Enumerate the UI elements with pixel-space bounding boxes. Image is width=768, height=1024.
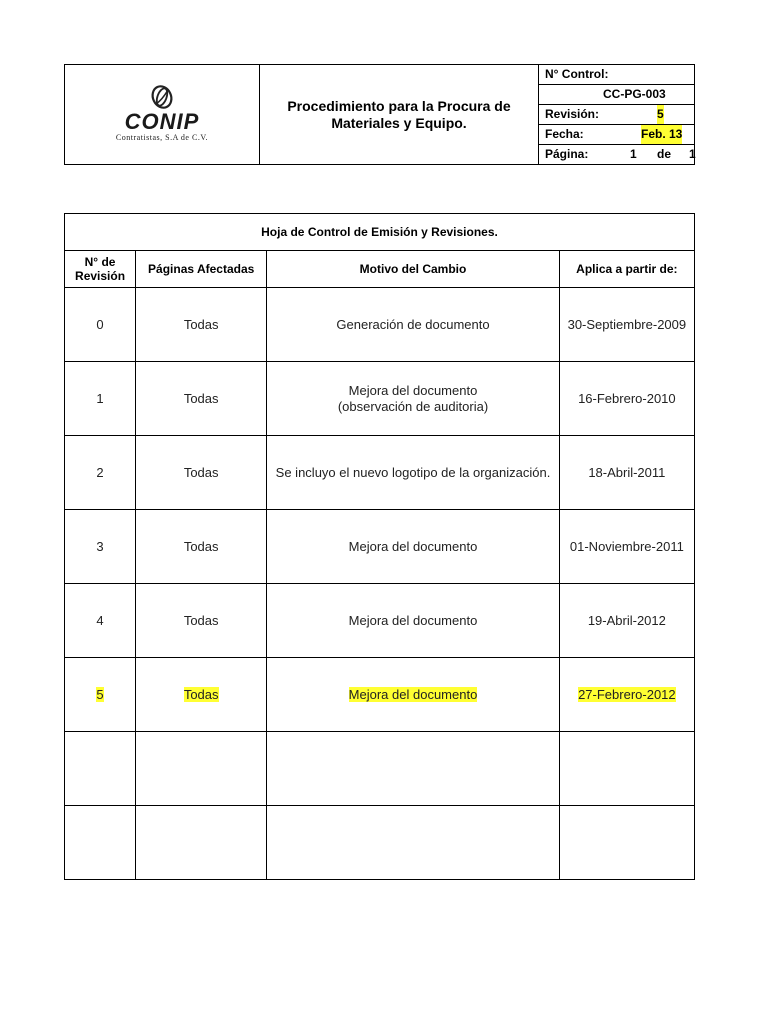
control-number-label: N° Control:	[545, 67, 609, 81]
page-row	[539, 145, 694, 164]
date-row	[539, 125, 694, 145]
pages-affected: Todas	[183, 464, 219, 480]
page-of: de	[657, 147, 672, 161]
column-header-revision-no-line2: Revisión	[75, 269, 126, 283]
table-row	[65, 510, 695, 584]
change-reason: Mejora del documento	[348, 538, 478, 554]
empty-cell	[267, 732, 559, 806]
page-total: 1	[689, 147, 696, 161]
control-number-value: CC-PG-003	[603, 87, 666, 101]
pages-affected: Todas	[183, 390, 219, 406]
logo-swirl-icon	[150, 84, 174, 110]
column-header-pages: Páginas Afectadas	[136, 251, 267, 288]
table-caption: Hoja de Control de Emisión y Revisiones.	[65, 214, 695, 251]
empty-cell	[136, 732, 267, 806]
effective-date: 16-Febrero-2010	[578, 390, 676, 406]
table-row-empty	[65, 732, 695, 806]
revision-number: 1	[96, 390, 104, 406]
control-number-value-row	[539, 85, 694, 105]
logo-cell	[65, 65, 260, 165]
change-reason: Mejora del documento	[348, 382, 478, 398]
revision-number: 4	[96, 612, 104, 628]
effective-date: 27-Febrero-2012	[578, 686, 676, 702]
revision-number: 0	[96, 316, 104, 332]
column-header-date: Aplica a partir de:	[559, 251, 694, 288]
company-logo	[116, 84, 208, 143]
page-number: 1	[630, 147, 637, 161]
logo-subtitle: Contratistas, S.A de C.V.	[115, 133, 209, 142]
empty-cell	[65, 806, 136, 880]
pages-affected: Todas	[183, 612, 219, 628]
pages-affected: Todas	[183, 316, 219, 332]
date-value: Feb. 13	[641, 125, 682, 144]
effective-date: 18-Abril-2011	[588, 464, 666, 480]
table-row	[65, 288, 695, 362]
empty-cell	[267, 806, 559, 880]
control-number-row	[539, 65, 694, 85]
change-reason: Mejora del documento	[348, 686, 478, 702]
logo-wordmark: CONIP	[124, 109, 200, 134]
revision-row	[539, 105, 694, 125]
empty-cell	[559, 732, 694, 806]
effective-date: 01-Noviembre-2011	[569, 538, 684, 554]
document-header	[64, 64, 695, 165]
revision-label: Revisión:	[545, 107, 600, 121]
effective-date: 19-Abril-2012	[587, 612, 666, 628]
control-info	[539, 65, 695, 165]
date-label: Fecha:	[545, 127, 584, 141]
table-row	[65, 584, 695, 658]
revision-number: 3	[96, 538, 104, 554]
table-row	[65, 436, 695, 510]
column-header-revision-no	[65, 251, 136, 288]
document-title: Procedimiento para la Procura de Materiales y Equipo.	[260, 65, 539, 165]
revisions-table	[64, 213, 695, 880]
empty-cell	[136, 806, 267, 880]
column-header-reason: Motivo del Cambio	[267, 251, 559, 288]
revision-number: 2	[96, 464, 104, 480]
pages-affected: Todas	[183, 686, 219, 702]
page-label: Página:	[545, 147, 589, 161]
table-row	[65, 362, 695, 436]
revision-value: 5	[657, 105, 664, 124]
change-reason: Mejora del documento	[348, 612, 478, 628]
table-row-highlighted	[65, 658, 695, 732]
change-reason: Generación de documento	[336, 316, 490, 332]
change-reason-detail: (observación de auditoria)	[337, 398, 489, 414]
empty-cell	[65, 732, 136, 806]
table-row-empty	[65, 806, 695, 880]
effective-date: 30-Septiembre-2009	[567, 316, 687, 332]
empty-cell	[559, 806, 694, 880]
column-header-revision-no-line1: N° de	[84, 255, 116, 269]
change-reason: Se incluyo el nuevo logotipo de la organización.	[275, 464, 551, 480]
revision-number: 5	[96, 686, 104, 702]
pages-affected: Todas	[183, 538, 219, 554]
